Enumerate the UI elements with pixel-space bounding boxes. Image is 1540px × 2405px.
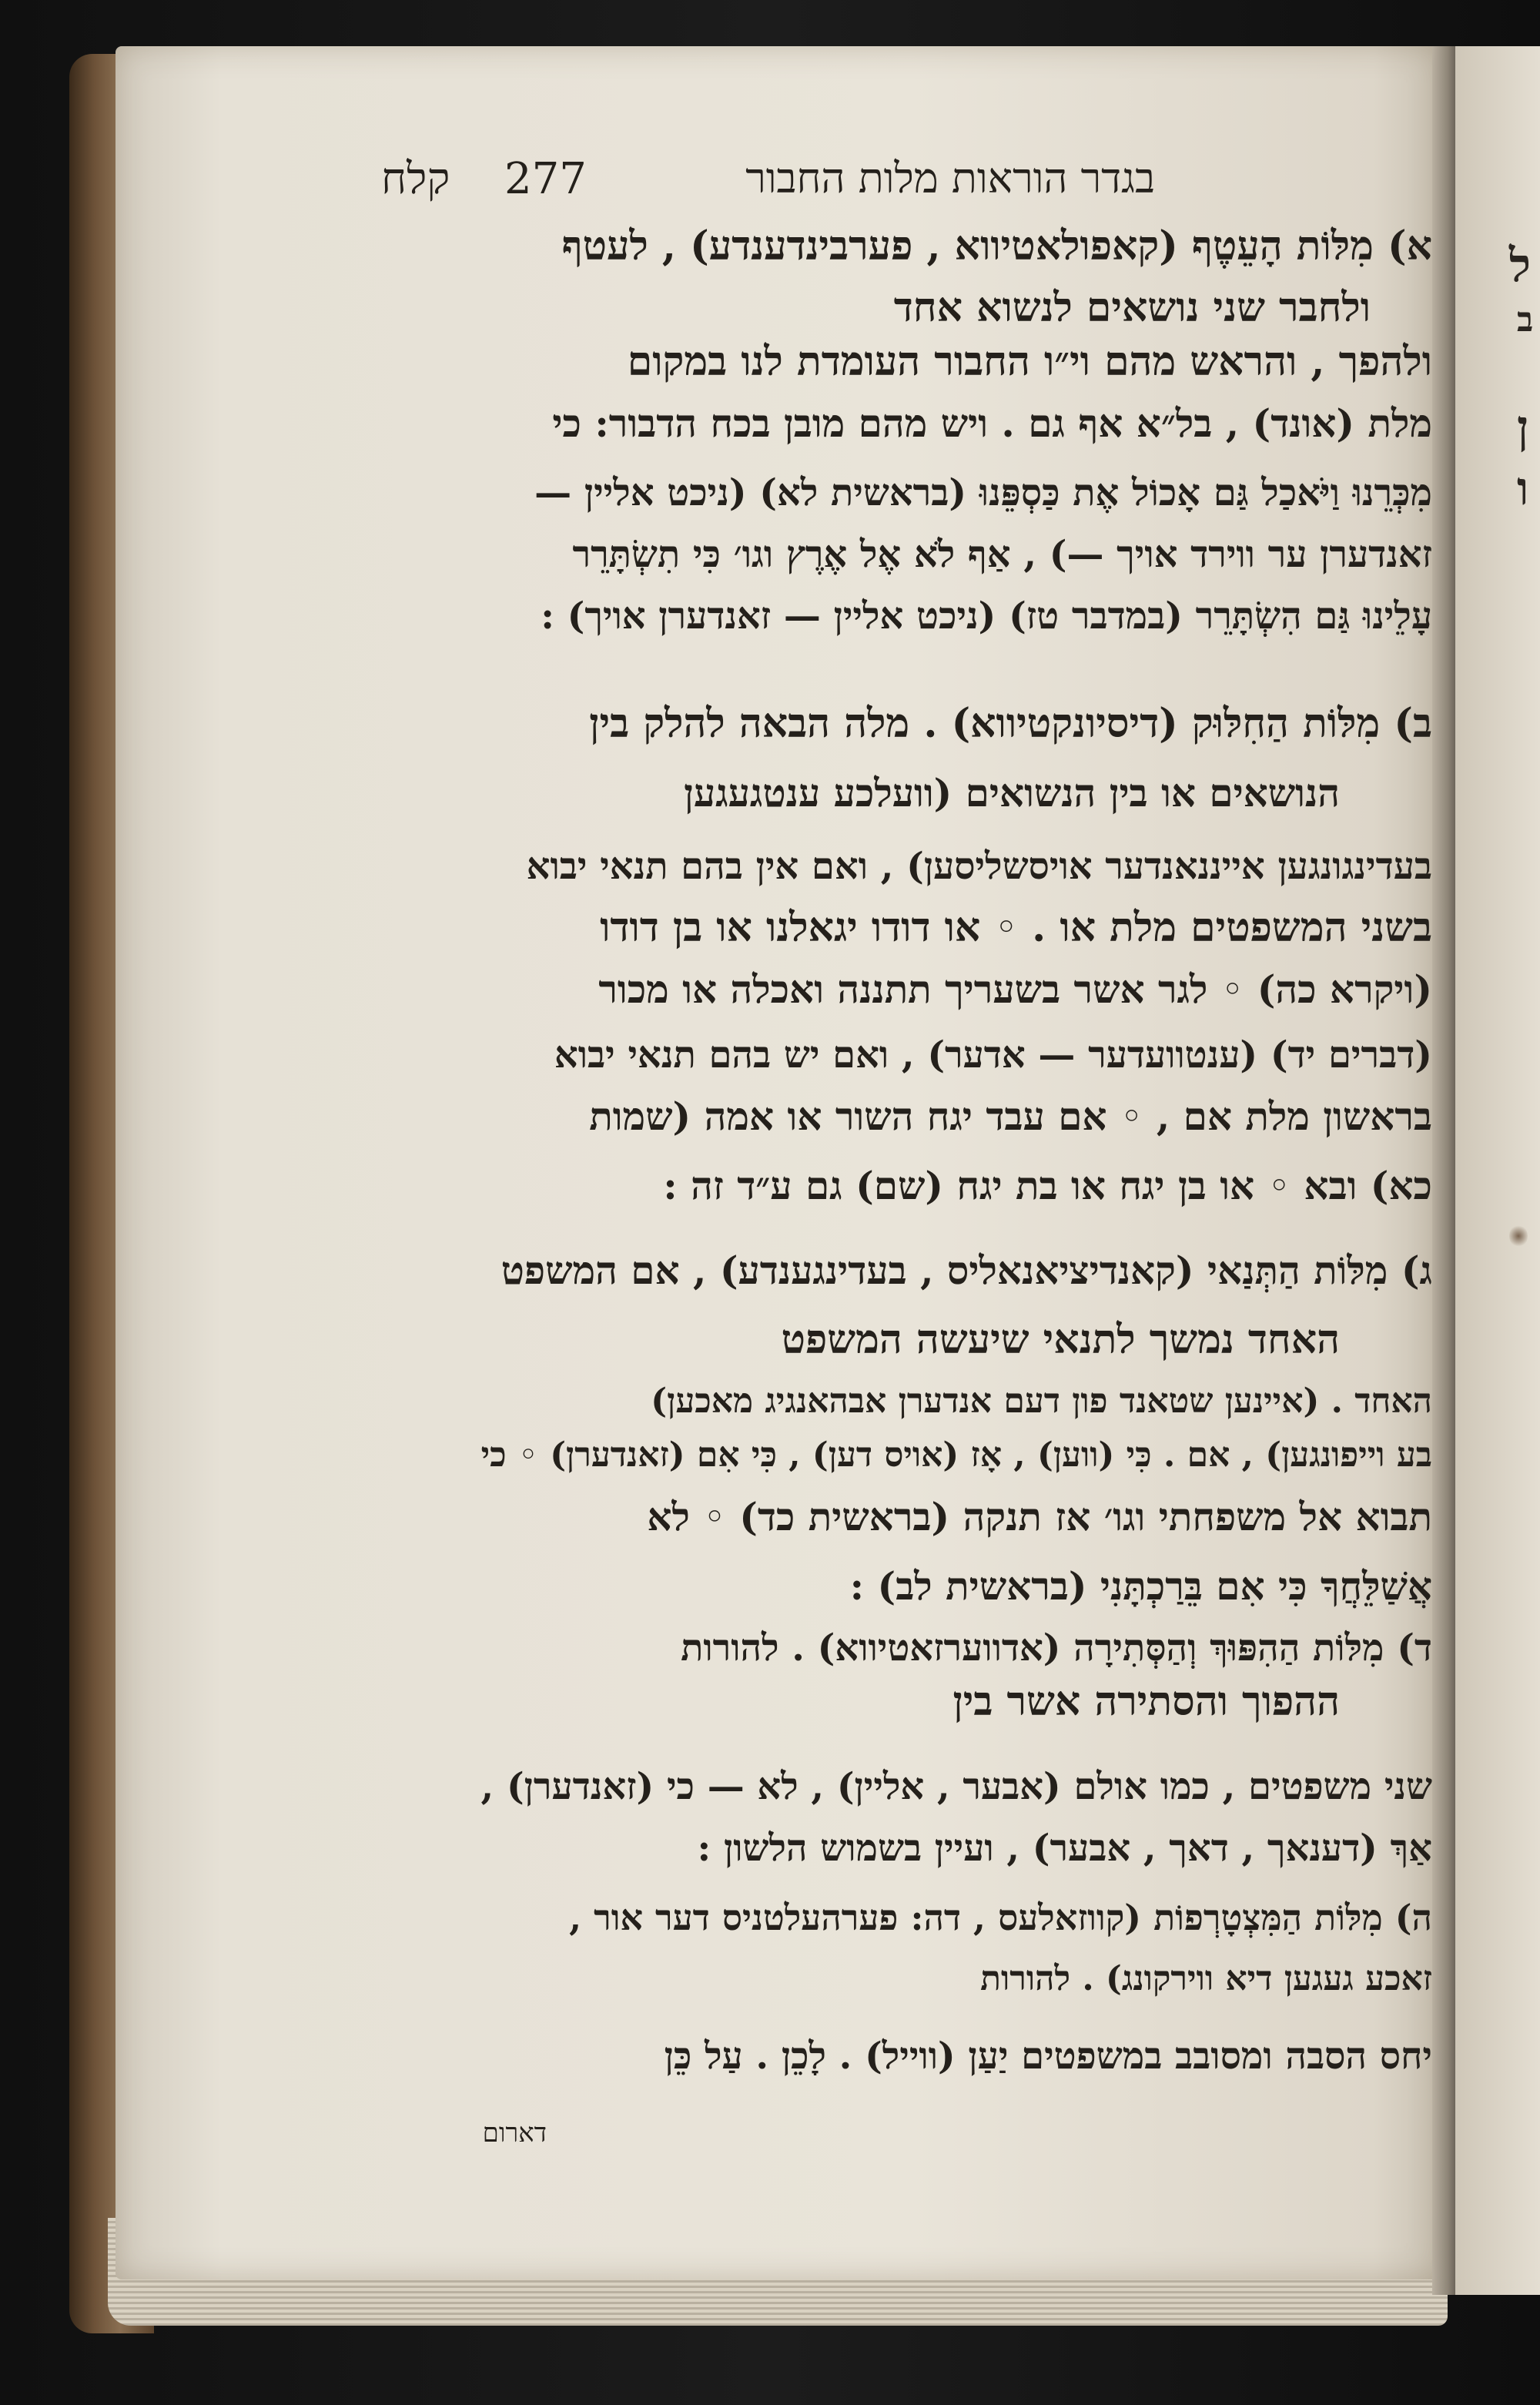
facing-fragment: ו xyxy=(1517,462,1529,516)
text-line: (ויקרא כה) ◦ לגר אשר בשעריך תתננה ואכלה או מכור xyxy=(598,966,1432,1012)
text-line: האחד . (איינען שטאנד פון דעם אנדערן אבהאנגיג מאכען) xyxy=(651,1382,1432,1421)
text-line: עָלֵינוּ גַּם הִשְׂתָּרֵר (במדבר טז) (ניכט אליין — זאנדערן אויך) : xyxy=(541,595,1432,638)
text-line: שני משפטים , כמו אולם (אבער , אליין) , לא — כי (זאנדערן) , xyxy=(480,1765,1432,1808)
text-line: ב) מִלּוֹת הַחִלּוּק (דיסיונקטיווא) . מלה הבאה להלק בין xyxy=(589,700,1432,747)
text-line: אַךְ (דענאך , דאך , אבער) , ועיין בשמוש הלשון : xyxy=(697,1827,1432,1870)
page-number: 277 xyxy=(504,154,587,204)
text-line: בראשון מלת אם , ◦ אם עבד יגח השור או אמה (שמות xyxy=(589,1094,1432,1139)
running-header-title: בגדר הוראות מלות החבור xyxy=(745,154,1155,203)
text-line: האחד נמשך לתנאי שיעשה המשפט xyxy=(781,1316,1340,1363)
text-line: אֲשַׁלֵּחֲךָ כִּי אִם בֵּרַכְתָּנִי (בראשית לב) : xyxy=(849,1563,1432,1609)
text-line: דארום xyxy=(482,2118,547,2149)
text-line: מלת (אונד) , בל״א אף גם . ויש מהם מובן בכח הדבור: כי xyxy=(552,400,1432,446)
text-line: כא) ובא ◦ או בן יגח או בת יגח (שם) גם ע״ד זה : xyxy=(663,1163,1432,1208)
text-line: ההפוך והסתירה אשר בין xyxy=(952,1678,1340,1725)
text-line: א) מִלּוֹת הָעֵטֶף (קאפולאטיווא , פערבינדענדע) , לעטף xyxy=(561,223,1432,270)
text-line: ולחבר שני נושאים לנשוא אחד xyxy=(893,284,1371,331)
text-line: תבוא אל משפחתי וגו׳ אז תנקה (בראשית כד) ◦ לא xyxy=(647,1494,1432,1539)
text-line: הנושאים או בין הנשואים (וועלכע ענטגעגען xyxy=(684,770,1340,816)
text-line: בעדינגונגען אייננאנדער אויסשליסען) , ואם אין בהם תנאי יבוא xyxy=(526,845,1432,888)
hebrew-folio-number: קלח xyxy=(381,154,450,204)
text-line: ג) מִלּוֹת הַתְּנַאי (קאנדיציאנאליס , בעדינגענדע) , אם המשפט xyxy=(500,1248,1432,1293)
text-line: ה) מִלּוֹת הַמִּצְטָרְפוֹת (קווזאלעס , דה: פערהעלטניס דער אור , xyxy=(569,1897,1432,1938)
facing-fragment: ל xyxy=(1509,239,1532,293)
text-line: ולהפך , והראש מהם וי״ו החבור העומדת לנו במקום xyxy=(627,338,1432,385)
facing-fragment: ב xyxy=(1517,300,1534,340)
text-line: זאכע געגען דיא ווירקונג) . להורות xyxy=(980,1959,1432,1998)
text-line: (דברים יד) (ענטוועדער — אדער) , ואם יש בהם תנאי יבוא xyxy=(554,1033,1432,1077)
facing-fragment: ן xyxy=(1517,400,1529,454)
text-line: בע וייפונגען) , אם . כִּי (ווען) , אָז (אויס דען) , כִּי אִם (זאנדערן) ◦ כי xyxy=(480,1435,1432,1475)
text-line: ד) מִלּוֹת הַהִפּוּךְ וְהַסְּתִירָה (אדווערזאטיווא) . להורות xyxy=(681,1626,1432,1670)
ink-spot xyxy=(1509,1224,1528,1248)
text-line: יחס הסבה ומסובב במשפטים יַעַן (ווייל) . לָכֵן . עַל כֵּן xyxy=(664,2035,1432,2078)
text-line: מִכְּרֵנוּ וַיֹּאכַל גַּם אָכוֹל אֶת כַּסְפֵּנוּ (בראשית לא) (ניכט אליין — xyxy=(534,471,1432,514)
facing-page xyxy=(1455,46,1540,2295)
text-line: זאנדערן ער ווירד אויך —) , אַף לֹא אֶל אֶרֶץ וגו׳ כִּי תִשְׂתָּרֵר xyxy=(572,533,1432,576)
text-line: בשני המשפטים מלת או . ◦ או דודו יגאלנו או בן דודו xyxy=(600,904,1432,951)
